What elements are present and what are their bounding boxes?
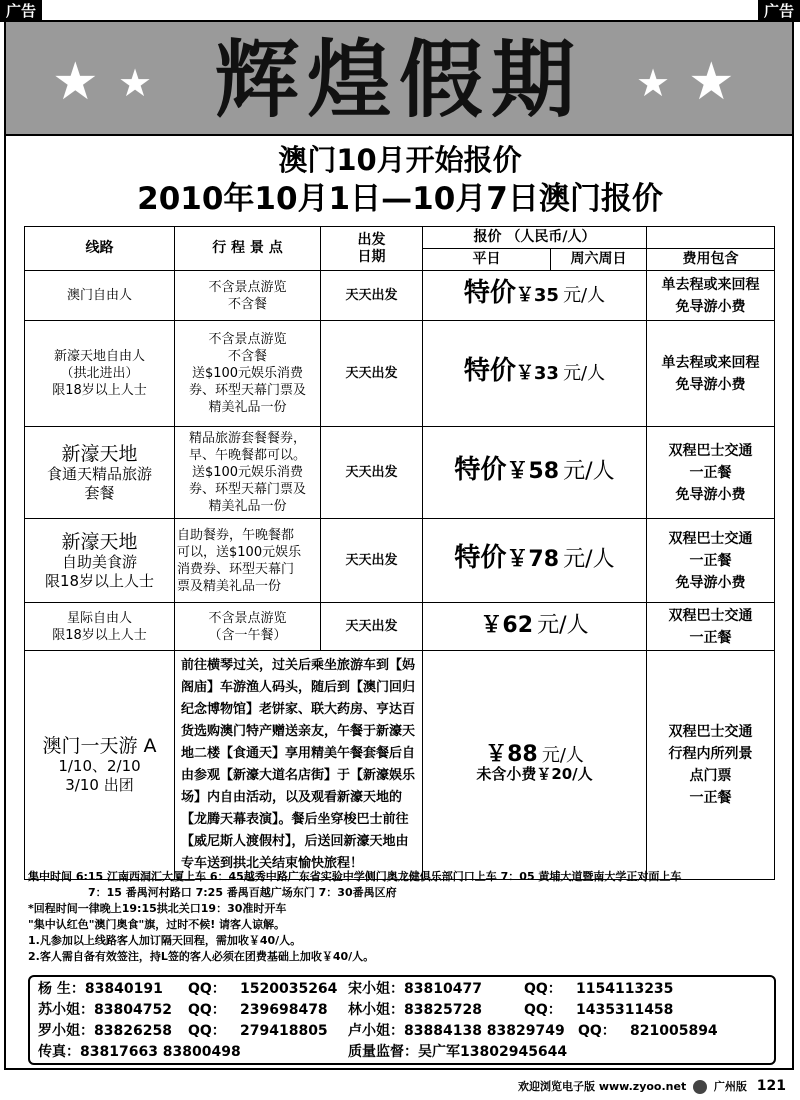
star-icon: ★ xyxy=(636,61,671,105)
star-icon: ★ xyxy=(52,52,99,112)
contact-row: 苏小姐：83804752 QQ： 239698478 xyxy=(38,1002,328,1018)
depart-cell: 天天出发 xyxy=(321,519,423,603)
table-row xyxy=(25,427,775,519)
header-depart: 出发 日期 xyxy=(321,227,423,271)
route-cell: 新濠天地 食通天精品旅游 套餐 xyxy=(25,427,175,519)
header-includes: 费用包含 xyxy=(647,249,775,271)
itinerary-cell: 精品旅游套餐餐券， 早、午晚餐都可以。 送$100元娱乐消费 券、环型天幕门票及 精美礼品一份 xyxy=(175,427,321,519)
table-row xyxy=(25,603,775,651)
table-row xyxy=(25,519,775,603)
note-line: 1.凡参加以上线路客人加订隔天回程，需加收￥40/人。 xyxy=(28,934,302,947)
includes-cell: 双程巴士交通 一正餐 免导游小费 xyxy=(647,519,775,603)
table-row xyxy=(25,271,775,321)
itinerary-cell: 不含景点游览 （含一午餐） xyxy=(175,603,321,651)
includes-cell: 单去程或来回程 免导游小费 xyxy=(647,321,775,427)
contact-row: 宋小姐：83810477 QQ： 1154113235 xyxy=(348,981,674,997)
header-blank xyxy=(647,227,775,249)
route-cell: 澳门一天游 A 1/10、2/10 3/10 出团 xyxy=(25,651,175,880)
star-icon: ★ xyxy=(688,52,735,112)
notes xyxy=(28,869,788,965)
contact-row: 质量监督：吴广军13802945644 xyxy=(348,1044,568,1060)
includes-cell: 双程巴士交通 一正餐 免导游小费 xyxy=(647,427,775,519)
note-line: 2.客人需自备有效签注，持L签的客人必须在团费基础上加收￥40/人。 xyxy=(28,950,375,963)
contact-row: 传真：83817663 83800498 xyxy=(38,1044,241,1060)
title-banner xyxy=(6,22,792,136)
itinerary-cell: 前往横琴过关，过关后乘坐旅游车到【妈阁庙】车游渔人码头，随后到【澳门回归纪念博物馆】老饼家、联大药房、亨达百货选购澳门特产赠送亲友，午餐于新濠天地二楼【食通天】享用精美午餐套餐后自由参观【新濠大道名店街】于【新濠娱乐场】内自由活动，以及观看新濠天地的【龙腾天幕表演】。餐后坐穿梭巴士前往【威尼斯人渡假村】，后送回新濠天地由专车送到拱北关结束愉快旅程！ xyxy=(175,651,423,880)
contact-row: 林小姐：83825728 QQ： 1435311458 xyxy=(348,1002,674,1018)
depart-cell: 天天出发 xyxy=(321,427,423,519)
contact-row: 罗小姐：83826258 QQ： 279418805 xyxy=(38,1023,328,1039)
note-line: 7：15 番禺河村路口 7:25 番禺百越广场东门 7：30番禺区府 xyxy=(88,886,397,899)
page-number: 121 xyxy=(756,1078,786,1094)
page-footer: 欢迎浏览电子版 www.zyoo.net 广州版 121 xyxy=(518,1078,786,1094)
header-route: 线路 xyxy=(25,227,175,271)
note-line: "集中认红色"澳门奥食"旗，过时不候! 请客人谅解。 xyxy=(28,918,286,931)
header-itinerary: 行 程 景 点 xyxy=(175,227,321,271)
contact-box xyxy=(28,975,776,1065)
note-line: 集中时间 6:15 江南西洞汇大厦上车 6：45越秀中路广东省实验中学侧门奥龙健俱乐部门口上车 7：05 黄埔大道暨南大学正对面上车 xyxy=(28,870,682,883)
star-icon: ★ xyxy=(118,61,153,105)
depart-cell: 天天出发 xyxy=(321,603,423,651)
includes-cell: 双程巴士交通 一正餐 xyxy=(647,603,775,651)
header-weekday: 平日 xyxy=(423,249,551,271)
itinerary-cell: 不含景点游览 不含餐 xyxy=(175,271,321,321)
price-cell: 特价￥58 元/人 xyxy=(423,427,647,519)
publisher-logo-icon xyxy=(693,1080,707,1094)
contact-row: 杨 生：83840191 QQ： 1520035264 xyxy=(38,981,338,997)
ad-label-right: 广告 xyxy=(758,0,800,22)
price-cell: ￥88 元/人 未含小费￥20/人 xyxy=(423,651,647,880)
includes-cell: 双程巴士交通 行程内所列景 点门票 一正餐 xyxy=(647,651,775,880)
price-cell: 特价￥78 元/人 xyxy=(423,519,647,603)
includes-cell: 单去程或来回程 免导游小费 xyxy=(647,271,775,321)
itinerary-cell: 自助餐券，午晚餐都 可以，送$100元娱乐 消费券、环型天幕门 票及精美礼品一份 xyxy=(175,519,321,603)
itinerary-cell: 不含景点游览 不含餐 送$100元娱乐消费 券、环型天幕门票及 精美礼品一份 xyxy=(175,321,321,427)
route-cell: 新濠天地 自助美食游 限18岁以上人士 xyxy=(25,519,175,603)
subheadline: 2010年10月1日—10月7日澳门报价 xyxy=(137,181,663,217)
table-row xyxy=(25,321,775,427)
depart-cell: 天天出发 xyxy=(321,321,423,427)
route-cell: 星际自由人 限18岁以上人士 xyxy=(25,603,175,651)
price-cell: 特价￥35 元/人 xyxy=(423,271,647,321)
depart-cell: 天天出发 xyxy=(321,271,423,321)
table-row xyxy=(25,651,775,880)
contact-row: 卢小姐：83884138 83829749 QQ： 821005894 xyxy=(348,1023,718,1039)
banner-title: 辉煌假期 xyxy=(214,30,583,129)
ad-label-left: 广告 xyxy=(0,0,42,22)
price-cell: ￥62 元/人 xyxy=(423,603,647,651)
route-cell: 新濠天地自由人 （拱北进出） 限18岁以上人士 xyxy=(25,321,175,427)
headline: 澳门10月开始报价 xyxy=(278,143,522,177)
price-cell: 特价￥33 元/人 xyxy=(423,321,647,427)
header-price: 报价 （人民币/人） xyxy=(423,227,647,249)
header-weekend: 周六周日 xyxy=(551,249,647,271)
note-line: *回程时间一律晚上19:15拱北关口19：30准时开车 xyxy=(28,902,287,915)
price-table xyxy=(24,226,775,880)
route-cell: 澳门自由人 xyxy=(25,271,175,321)
